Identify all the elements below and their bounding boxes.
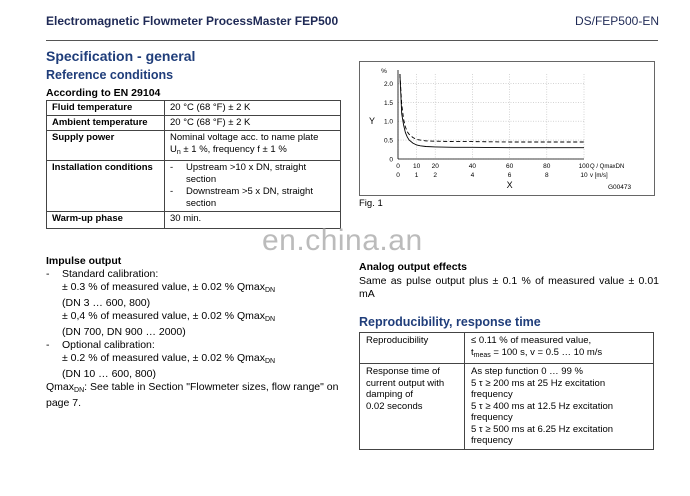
x-tick-label: 80	[543, 163, 551, 170]
header-divider	[46, 40, 658, 41]
table-row	[47, 101, 341, 116]
standard-calibration-2-range: (DN 700, DN 900 … 2000)	[62, 326, 186, 338]
table-row	[360, 333, 654, 364]
standard-calibration-1-range: (DN 3 … 600, 800)	[62, 297, 151, 309]
table-row	[360, 364, 654, 450]
table-value: 20 °C (68 °F) ± 2 K	[165, 101, 341, 116]
reference-conditions-table	[46, 100, 341, 229]
table-line: 5 τ ≥ 500 ms at 6.25 Hz excitation	[471, 423, 614, 435]
table-line: ≤ 0.11 % of measured value,	[471, 335, 592, 346]
optional-calibration-range: (DN 10 … 600, 800)	[62, 368, 156, 380]
table-line: frequency	[471, 412, 513, 423]
x-tick-label: 0	[396, 163, 400, 170]
y-tick-label: 0.5	[383, 137, 393, 145]
analog-heading: Analog output effects	[359, 261, 467, 273]
x-tick-label: 20	[431, 163, 439, 170]
y-tick-label: 2.0	[383, 80, 393, 88]
x-tick-label-velocity: 0	[396, 172, 400, 179]
table-line: damping of	[366, 389, 414, 400]
figure-caption: Fig. 1	[359, 198, 383, 209]
y-unit-label: %	[381, 68, 387, 75]
table-key: Ambient temperature	[47, 116, 165, 131]
table-value	[465, 364, 654, 450]
y-tick-label: 1.0	[383, 118, 393, 126]
x-tick-label-velocity: 1	[414, 172, 419, 179]
supply-line-1: Nominal voltage acc. to name plate	[170, 132, 319, 143]
impulse-body	[46, 268, 346, 410]
x-tick-label: 60	[505, 163, 514, 170]
document-title: Electromagnetic Flowmeter ProcessMaster FEP500	[46, 14, 339, 28]
x-tick-label: 10	[412, 163, 421, 170]
watermark: en.china.an	[262, 224, 423, 257]
list-item: - Upstream >10 x DN, straight section	[170, 162, 335, 186]
analog-text: Same as pulse output plus ± 0.1 % of measured value ± 0.01 mA	[359, 275, 659, 300]
series-line-solid	[400, 74, 584, 148]
y-axis-label: Y	[368, 116, 376, 127]
table-line: 5 τ ≥ 400 ms at 12.5 Hz excitation	[471, 400, 614, 412]
subsection-title: Reference conditions	[46, 68, 174, 82]
x-tick-label-velocity: 10	[580, 172, 588, 179]
x-unit-label-velocity: v [m/s]	[590, 173, 608, 179]
table-value: 30 min.	[165, 212, 341, 229]
table-value	[165, 131, 341, 161]
x-unit-label: Q / QmaxDN	[590, 164, 625, 170]
impulse-heading: Impulse output	[46, 255, 122, 267]
table-line: 0.02 seconds	[366, 400, 423, 412]
standard-calibration-2: ± 0,4 % of measured value, ± 0.02 % Qmax$_{DN}$	[62, 310, 276, 323]
list-item: - Downstream >5 x DN, straight section	[170, 186, 335, 210]
table-line: Response time of	[366, 366, 440, 377]
x-tick-label: 100	[578, 163, 590, 170]
x-tick-label-velocity: 4	[470, 172, 475, 179]
table-line: $t_{meas} = 100$ s, v = 0.5 … 10 m/s	[471, 346, 603, 359]
reproducibility-table	[359, 332, 654, 450]
table-value	[165, 161, 341, 212]
table-line: current output with	[366, 377, 445, 389]
flow-error-chart	[360, 62, 654, 195]
x-tick-label-velocity: 6	[507, 172, 512, 179]
standard-heading: According to EN 29104	[46, 87, 161, 99]
table-value	[465, 333, 654, 364]
series-line-dashed	[400, 74, 584, 142]
table-key	[360, 364, 465, 450]
x-tick-label-velocity: 2	[433, 172, 438, 179]
document-id: DS/FEP500-EN	[574, 14, 659, 28]
table-row	[47, 131, 341, 161]
standard-calibration-1: ± 0.3 % of measured value, ± 0.02 % Qmax$_{DN}$	[62, 281, 276, 294]
x-tick-label: 40	[468, 163, 477, 170]
table-key: Fluid temperature	[47, 101, 165, 116]
supply-line-2: $U_n \pm 1$ %, frequency f ± 1 %	[170, 144, 287, 156]
table-key: Installation conditions	[47, 161, 165, 212]
figure-code: G00473	[608, 184, 632, 191]
reproducibility-title: Reproducibility, response time	[359, 315, 541, 329]
figure-frame	[359, 61, 655, 196]
list-item: - Standard calibration:	[46, 268, 346, 281]
y-tick-label: 0	[389, 156, 393, 164]
qmax-note: Qmax$_{DN}$: See table in Section "Flowmeter sizes, flow range" on page 7.	[46, 381, 339, 409]
table-value: 20 °C (68 °F) ± 2 K	[165, 116, 341, 131]
table-row	[47, 116, 341, 131]
table-line: frequency	[471, 389, 513, 400]
optional-calibration: ± 0.2 % of measured value, ± 0.02 % Qmax$_{DN}$	[62, 352, 276, 365]
section-title: Specification - general	[46, 48, 196, 64]
table-line: frequency	[471, 435, 513, 446]
table-line: 5 τ ≥ 200 ms at 25 Hz excitation	[471, 377, 606, 389]
table-key: Supply power	[47, 131, 165, 161]
y-tick-label: 1.5	[383, 99, 393, 107]
x-tick-label-velocity: 8	[544, 172, 549, 179]
table-key: Reproducibility	[360, 333, 465, 364]
list-item: - Optional calibration:	[46, 339, 346, 352]
table-line: As step function 0 … 99 %	[471, 366, 583, 377]
table-row	[47, 161, 341, 212]
x-axis-label: X	[506, 180, 513, 190]
table-key: Warm-up phase	[47, 212, 165, 229]
